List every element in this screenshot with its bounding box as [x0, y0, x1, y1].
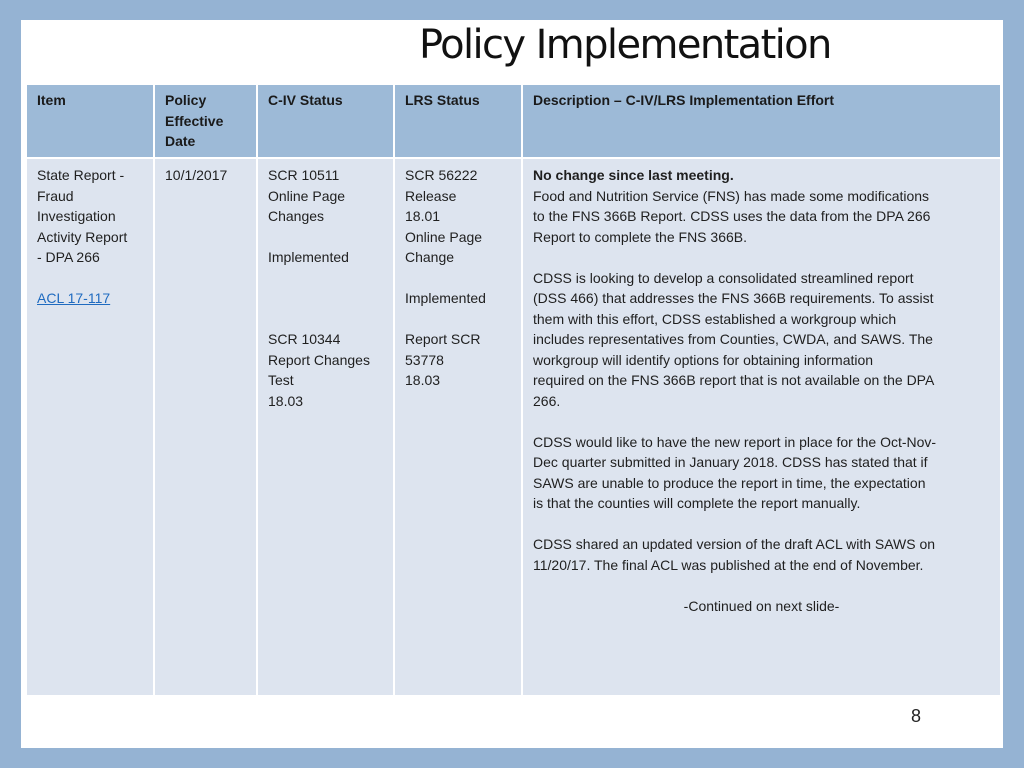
header-effective-line: Effective: [165, 112, 224, 129]
description-line: Report to complete the FNS 366B.: [533, 228, 747, 245]
civ-line: SCR 10344: [268, 331, 341, 347]
description-line: (DSS 466) that addresses the FNS 366B requirements. To assist: [533, 290, 934, 306]
civ-line: Test: [268, 372, 294, 388]
item-line: Fraud: [37, 187, 74, 204]
description-line: CDSS is looking to develop a consolidated streamlined report: [533, 269, 914, 286]
lrs-line: Release: [405, 187, 457, 204]
civ-line: SCR 10511: [268, 167, 340, 183]
cell-description: [523, 159, 1000, 695]
description-line: to the FNS 366B Report. CDSS uses the data from the DPA 266: [533, 208, 931, 224]
slide: [21, 20, 1003, 748]
civ-line: 18.03: [268, 392, 304, 409]
header-lrs-status: LRS Status: [395, 85, 521, 157]
civ-status-implemented: Implemented: [268, 249, 349, 265]
description-line: SAWS are unable to produce the report in time, the expectation: [533, 474, 926, 491]
cell-lrs-status: [395, 159, 521, 695]
lrs-line: 53778: [405, 351, 444, 368]
cell-item: [27, 159, 153, 695]
lrs-status-implemented: Implemented: [405, 290, 486, 306]
lrs-line: 18.01: [405, 208, 441, 224]
lrs-line: SCR 56222: [405, 167, 478, 183]
description-line: required on the FNS 366B report that is not available on the DPA: [533, 372, 935, 388]
acl-link[interactable]: ACL 17-117: [37, 290, 111, 306]
item-line: Investigation: [37, 208, 116, 224]
description-line: includes representatives from Counties, CWDA, and SAWS. The: [533, 331, 933, 347]
lrs-line: Change: [405, 249, 455, 265]
cell-civ-status: [258, 159, 393, 695]
page-title: Policy Implementation: [419, 22, 831, 68]
description-line: is that the counties will complete the report manually.: [533, 495, 861, 511]
lrs-line: 18.03: [405, 372, 441, 388]
lrs-line: Online Page: [405, 228, 483, 245]
description-line: 11/20/17. The final ACL was published at the end of November.: [533, 556, 924, 573]
item-line: - DPA 266: [37, 249, 100, 265]
description-line: Dec quarter submitted in January 2018. CDSS has stated that if: [533, 454, 928, 470]
page-number: 8: [910, 706, 921, 726]
description-line: Food and Nutrition Service (FNS) has made some modifications: [533, 187, 930, 204]
lrs-line: Report SCR: [405, 331, 481, 347]
header-policy-line: Policy: [165, 92, 207, 108]
continued-note: -Continued on next slide-: [683, 597, 840, 614]
item-line: State Report -: [37, 167, 125, 183]
header-description: Description – C-IV/LRS Implementation Effort: [523, 85, 1000, 157]
description-line: CDSS shared an updated version of the draft ACL with SAWS on: [533, 536, 936, 552]
description-line: them with this effort, CDSS established a workgroup which: [533, 310, 897, 327]
table-row: [27, 159, 1000, 695]
description-line: CDSS would like to have the new report in place for the Oct-Nov-: [533, 433, 937, 450]
civ-line: Report Changes: [268, 351, 370, 368]
description-line: workgroup will identify options for obtaining information: [533, 351, 874, 368]
table-header-row: [27, 85, 1000, 157]
description-line: 266.: [533, 392, 561, 409]
description-heading: No change since last meeting.: [533, 167, 734, 183]
civ-line: Online Page: [268, 187, 346, 204]
header-policy-effective-date: [155, 85, 256, 157]
header-item: Item: [27, 85, 153, 157]
policy-table: [25, 83, 1002, 697]
item-line: Activity Report: [37, 228, 128, 245]
header-civ-status: C-IV Status: [258, 85, 393, 157]
header-date-line: Date: [165, 133, 196, 149]
civ-line: Changes: [268, 208, 325, 224]
cell-policy-date: 10/1/2017: [155, 159, 256, 695]
